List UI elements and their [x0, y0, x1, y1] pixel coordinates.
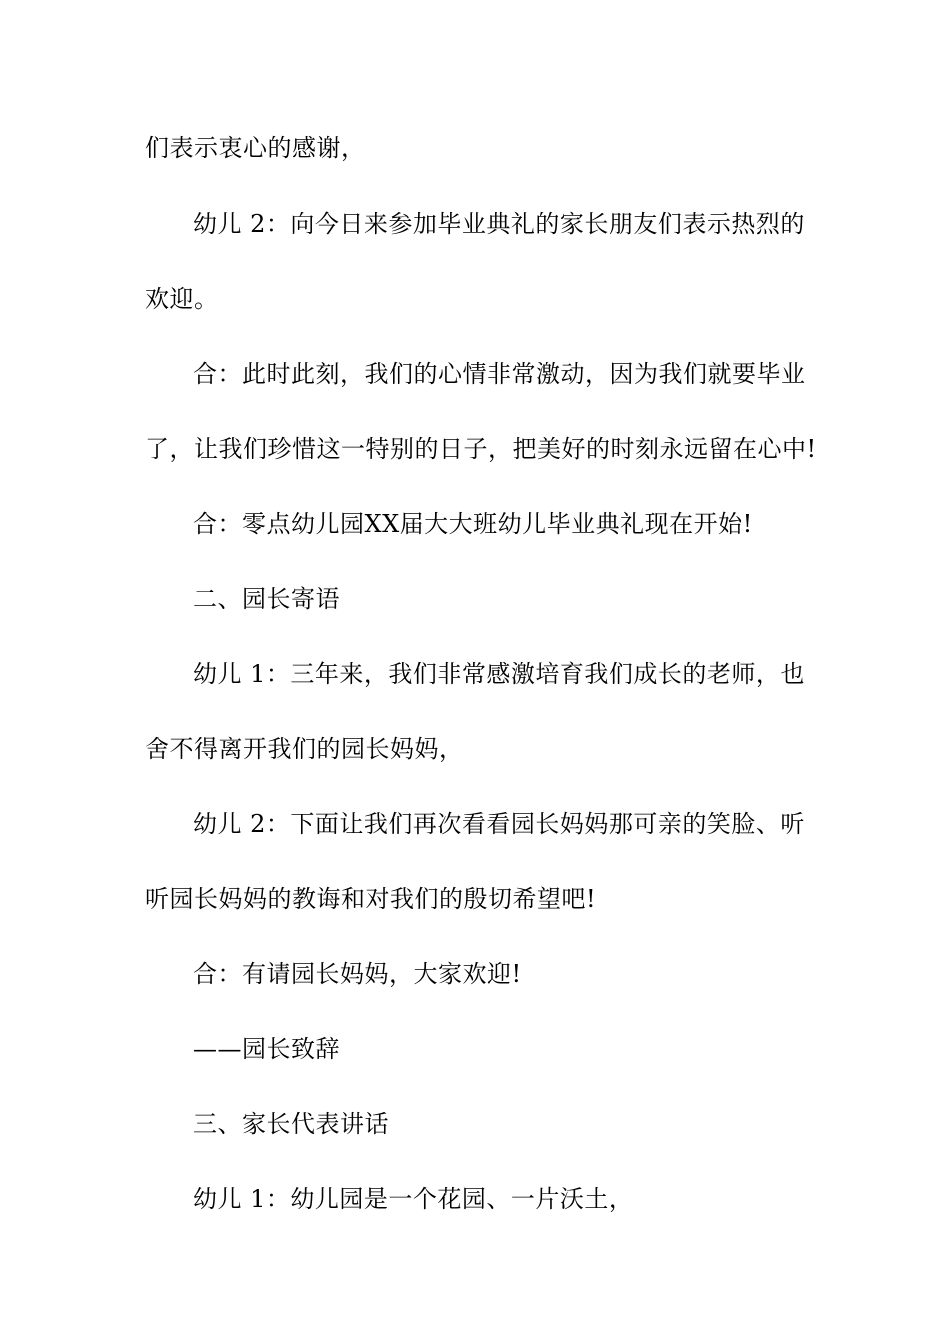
text-line: 幼儿 2：下面让我们再次看看园长妈妈那可亲的笑脸、听: [193, 810, 805, 838]
text-line: 听园长妈妈的教诲和对我们的殷切希望吧!: [145, 885, 597, 913]
text-line: 合：有请园长妈妈，大家欢迎!: [193, 960, 522, 988]
section-heading: 二、园长寄语: [193, 585, 340, 613]
section-heading: 三、家长代表讲话: [193, 1110, 389, 1138]
text-line: 欢迎。: [145, 285, 219, 313]
text-line: 幼儿 1：幼儿园是一个花园、一片沃土，: [193, 1185, 634, 1213]
text-line: 舍不得离开我们的园长妈妈，: [145, 735, 464, 763]
text-line: ——园长致辞: [193, 1035, 340, 1063]
text-line: 们表示衷心的感谢，: [145, 134, 366, 162]
text-line: 了，让我们珍惜这一特别的日子，把美好的时刻永远留在心中!: [145, 435, 817, 463]
text-line: 幼儿 1：三年来，我们非常感激培育我们成长的老师，也: [193, 660, 805, 688]
text-line: 合：此时此刻，我们的心情非常激动，因为我们就要毕业: [193, 360, 806, 388]
text-line: 合：零点幼儿园XX届大大班幼儿毕业典礼现在开始!: [193, 510, 753, 538]
text-line: 幼儿 2：向今日来参加毕业典礼的家长朋友们表示热烈的: [193, 210, 805, 238]
